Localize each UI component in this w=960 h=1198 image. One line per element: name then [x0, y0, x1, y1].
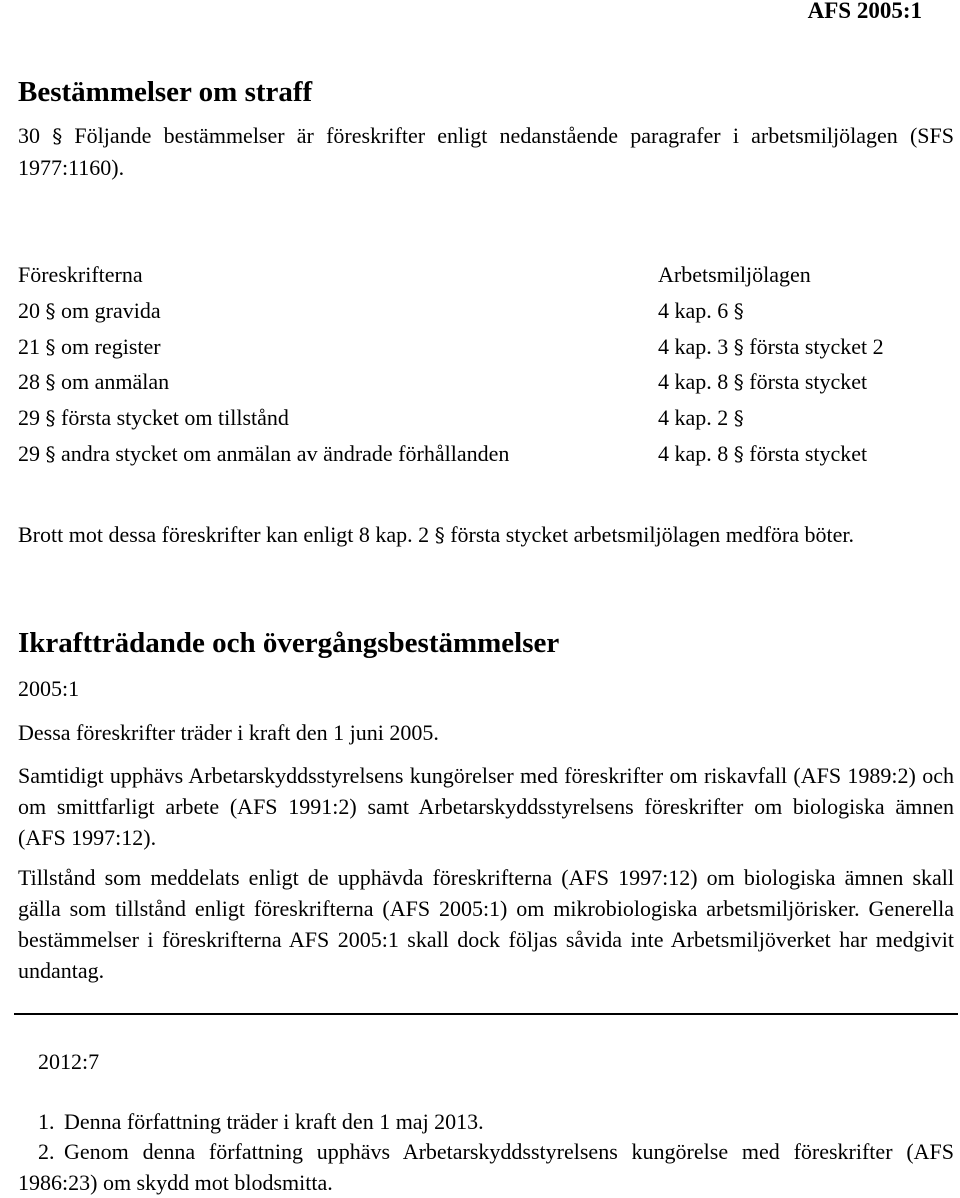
entry-paragraph-1: Dessa föreskrifter träder i kraft den 1 juni 2005.	[18, 720, 439, 745]
section-sign: §	[733, 406, 744, 430]
table-row-law: 4 kap. 2 §	[658, 405, 744, 430]
document-id: AFS 2005:1	[807, 0, 922, 23]
section-sign: §	[45, 370, 56, 394]
penalty-paragraph: Brott mot dessa föreskrifter kan enligt 8 kap. 2 § första stycket arbetsmiljölagen medföra böter.	[18, 522, 854, 547]
entry-paragraph-3: Tillstånd som meddelats enligt de upphävda föreskrifterna (AFS 1997:12) om biologiska ämnen skall gälla som tillstånd enligt föreskrifterna (AFS 2005:1) om mikrobiologiska arbetsmiljörisker. Generella bestämmelser i föreskrifterna AFS 2005:1 skall dock följas såvida inte Arbetsmiljöverket har medgivit undantag.	[18, 865, 954, 983]
table-row-rule: 29 § första stycket om tillstånd	[18, 405, 289, 430]
table-row-rule: 20 § om gravida	[18, 298, 161, 323]
table-row-law: 4 kap. 8 § första stycket	[658, 369, 868, 394]
amendment-version-label: 2012:7	[38, 1049, 100, 1074]
entry-paragraph-2: Samtidigt upphävs Arbetarskyddsstyrelsens kungörelser med föreskrifter om riskavfall (AFS 1989:2) och om smittfarligt arbete (AFS 1991:2) samt Arbetarskyddsstyrelsens föreskrifter om biologiska ämnen (AFS 1997:12).	[18, 763, 954, 850]
section-sign: §	[45, 335, 56, 359]
section-heading-entry-into-force: Ikraftträdande och övergångsbestämmelser	[18, 627, 560, 659]
section-sign: §	[733, 442, 744, 466]
table-row-law: 4 kap. 3 § första stycket 2	[658, 334, 884, 359]
amendment-item-number: 1.	[38, 1109, 55, 1134]
section-sign: §	[52, 124, 63, 148]
amendment-item-text: Genom denna författning upphävs Arbetarskyddsstyrelsens kungörelse med föreskrifter (AFS 1986:23) om skydd mot blodsmitta.	[18, 1139, 954, 1195]
section-heading-penalties: Bestämmelser om straff	[18, 76, 313, 108]
section-sign: §	[733, 299, 744, 323]
table-row-rule: 21 § om register	[18, 334, 161, 359]
table-row-rule: 29 § andra stycket om anmälan av ändrade förhållanden	[18, 441, 510, 466]
section-sign: §	[45, 299, 56, 323]
version-label: 2005:1	[18, 676, 80, 701]
table-header-rules: Föreskrifterna	[18, 262, 143, 287]
intro-paragraph: 30 § Följande bestämmelser är föreskrifter enligt nedanstående paragrafer i arbetsmiljölagen (SFS 1977:1160).	[18, 123, 955, 180]
section-sign: §	[45, 406, 56, 430]
section-sign: §	[45, 442, 56, 466]
section-sign: §	[434, 523, 445, 547]
table-header-law: Arbetsmiljölagen	[658, 262, 811, 287]
divider-line	[14, 1013, 958, 1015]
amendment-item-number: 2.	[38, 1139, 55, 1164]
section-sign: §	[733, 370, 744, 394]
table-row-rule: 28 § om anmälan	[18, 369, 170, 394]
table-row-law: 4 kap. 6 §	[658, 298, 744, 323]
table-row-law: 4 kap. 8 § första stycket	[658, 441, 868, 466]
section-sign: §	[733, 335, 744, 359]
amendment-item-text: Denna författning träder i kraft den 1 maj 2013.	[64, 1109, 484, 1134]
